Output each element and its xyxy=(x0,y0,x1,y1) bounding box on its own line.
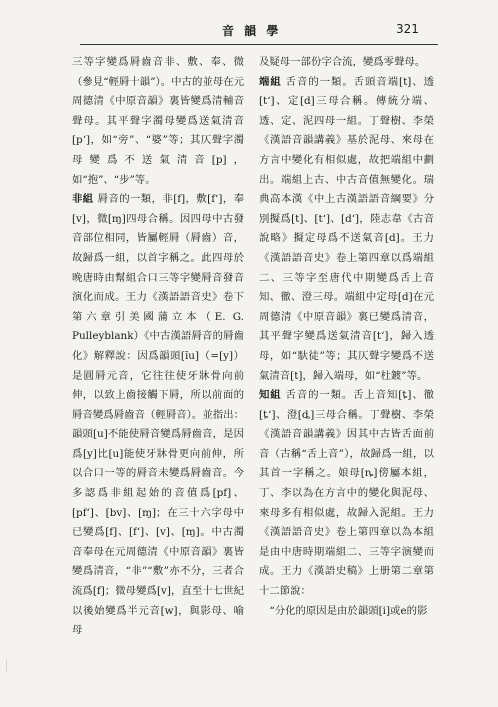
entry-text: “分化的原因是由於韻頭[i]或e的影 xyxy=(269,604,428,617)
entry-text: 舌音的一類。舌上音知[ȶ]、徹[ȶʻ]、澄[ȡ]三母合稱。丁聲樹、李榮《漢語音韻講義》因其中古皆舌面前音（古稱“舌上音”），故歸爲一組，以其首一字稱之。娘母[ȵ]傍屬本組，丁、李以為在方言中的變化與泥母、來母多有相似處，故歸入泥組。王力《漢語語音史》卷上第四章以為本組是由中唐時期端組二、三等字演變而成。王力《漢語史稿》上册第二章第十二節說： xyxy=(259,389,434,598)
entry-term: 知組 xyxy=(259,389,282,402)
page-header xyxy=(0,22,498,40)
left-column xyxy=(72,53,244,641)
paragraph xyxy=(259,73,434,387)
entry-term: 非組 xyxy=(72,193,94,206)
entry-text: 舌音的一類。舌頭音端[t]、透[tʻ]、定[d]三母合稱。傳統分端、透、定、泥四母一組。丁聲樹、李榮《漢語音韻講義》基於泥母、來母在方言中變化有相似處，故把端組中劃出。端組上古、中古音值無變化。瑞典高本漢《中上古漢語語音綱要》分別擬爲[t]、[tʻ]、[dʻ]，陸志韋《古音說略》擬定母爲不送氣音[d]。王力《漢語語音史》卷上第四章以爲端組二、三等字至唐代中期變爲舌上音知、徹、澄三母。端組中定母[d]在元周德清《中原音韻》裏已變爲清音，其平聲字變爲送氣清音[tʻ]，歸入透母，如“馱徒”等；其仄聲字變爲不送氣清音[t]，歸入端母，如“杜鍍”等。 xyxy=(259,75,434,382)
header-rule xyxy=(80,44,438,45)
entry-text: 三等字變爲脣齒音非、敷、奉、微（參見“輕脣十韻”）。中古的並母在元周德清《中原音韻》裏皆變爲清輔音聲母。其平聲字濁母變爲送氣清音[pʻ]，如“旁”、“婆”等；其仄聲字濁母變爲不送氣清音[p]，如“抱”、“步”等。 xyxy=(72,56,244,186)
scan-edge-mark xyxy=(6,660,25,672)
paragraph xyxy=(259,386,434,602)
paragraph xyxy=(72,53,244,190)
paragraph xyxy=(259,602,434,622)
page-number: 321 xyxy=(396,22,419,36)
paragraph xyxy=(72,190,244,641)
entry-text: 及疑母一部份字合流，變爲零聲母。 xyxy=(259,56,426,68)
paragraph xyxy=(259,53,434,73)
right-column xyxy=(259,53,434,621)
entry-text: 脣音的一類，非[f]，敷[fʻ]，奉[v]，微[ɱ]四母合稱。因四母中古發音部位相同，皆屬輕脣（脣齒）音，故歸爲一組，以首字稱之。此四母於晚唐時由幫組合口三等字變脣音發音演化而成。王力《漢語語音史》卷下第六章引美國蒲立本（E. G. Pulleyblank）《中古漢語脣音的脣齒化》解釋說：因爲韻頭[ĭu]（=[y]）是圓脣元音，它往往使牙牀骨向前伸，以致上齒接觸下脣，所以前面的脣音變爲脣齒音（輕脣音）。並指出：韻頭[u]不能使脣音變爲脣齒音，是因爲[y]比[u]能使牙牀骨更向前伸，所以合口一等的脣音未變爲脣齒音。今多認爲非組起始的音值爲[pf]、[pfʻ]、[bv]、[ɱ]；在三十六字母中已變爲[f]、[fʻ]、[v]、[ɱ]。中古濁音奉母在元周德清《中原音韻》裏皆變爲清音，“非”“敷”亦不分，三者合流爲[f]；微母變爲[v]，直至十七世紀以後始變爲半元音[w]，與影母、喻母 xyxy=(72,193,245,637)
entry-term: 端組 xyxy=(259,75,282,88)
running-title: 音 韻 學 xyxy=(222,24,282,38)
